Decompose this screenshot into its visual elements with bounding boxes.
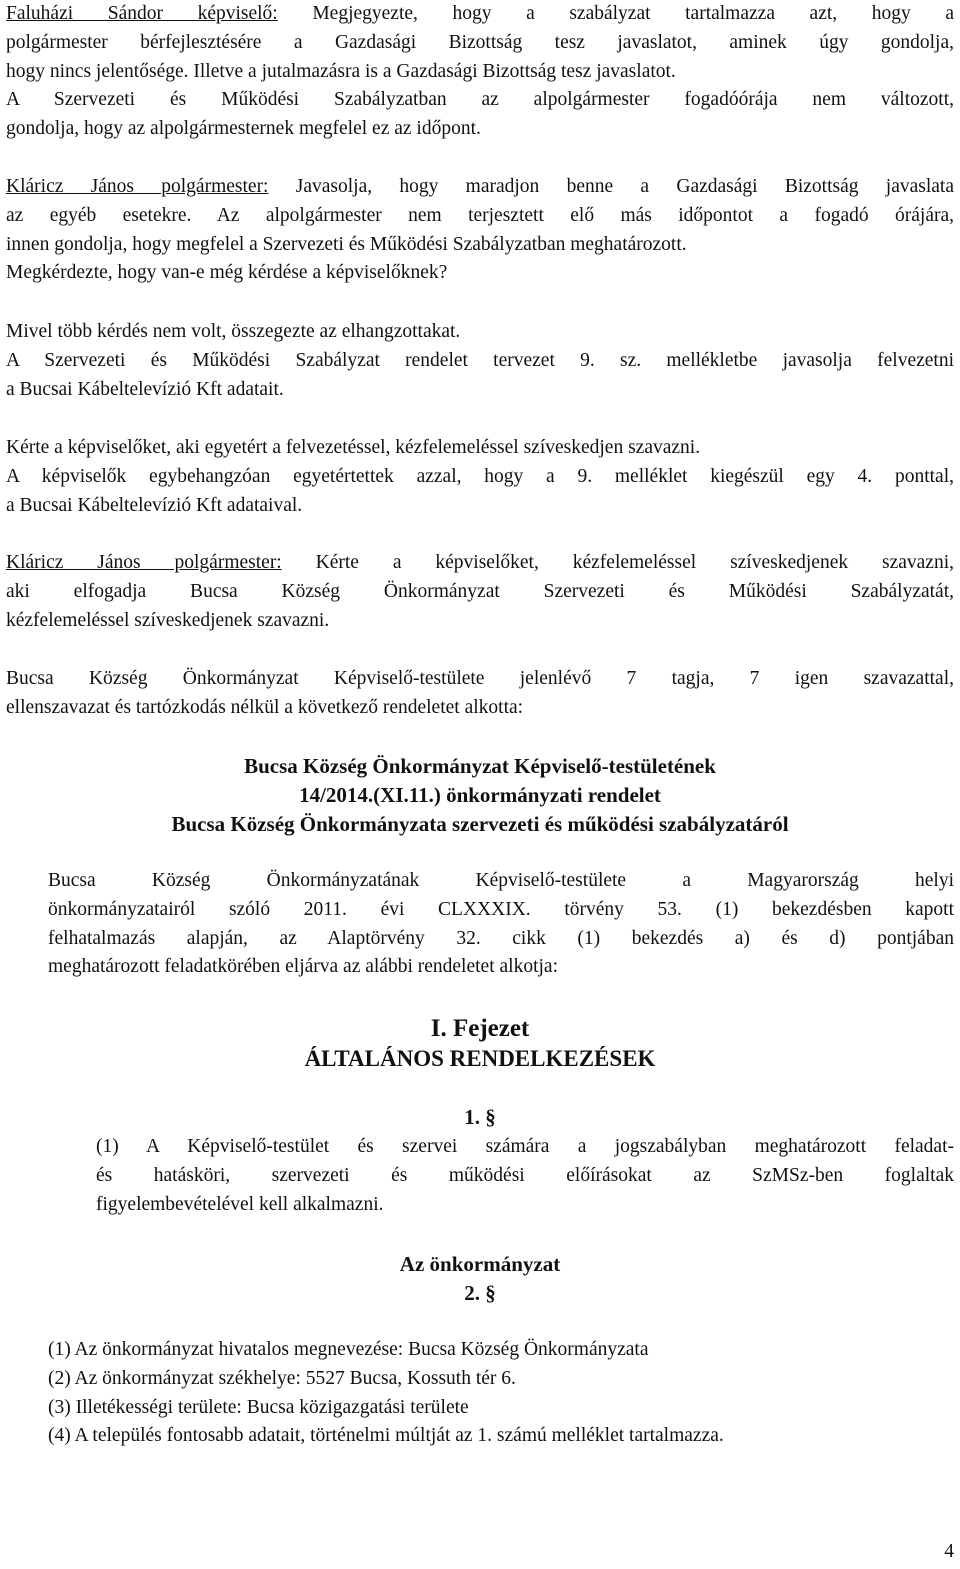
section-1-sign: 1. § <box>464 1105 496 1129</box>
preamble <box>48 867 954 982</box>
regulation-title-line-2: 14/2014.(XI.11.) önkormányzati rendelet <box>299 783 661 807</box>
paragraph-vote-result <box>6 434 954 520</box>
section-2-list <box>48 1336 954 1451</box>
preamble-line: felhatalmazás alapján, az Alaptörvény 32. cikk (1) bekezdés a) és d) pontjában <box>48 927 954 949</box>
paragraph-line: Bucsa Község Önkormányzat Képviselő-testülete jelenlévő 7 tagja, 7 igen szavazattal, <box>6 668 954 689</box>
page-number: 4 <box>944 1541 954 1563</box>
paragraph-line: A Szervezeti és Működési Szabályzatban az alpolgármester fogadóórája nem változott, <box>6 89 954 111</box>
regulation-title-line-1: Bucsa Község Önkormányzat Képviselő-testületének <box>244 754 716 778</box>
regulation-title-line-3: Bucsa Község Önkormányzata szervezeti és működési szabályzatáról <box>171 812 789 836</box>
paragraph-line: az egyéb esetekre. Az alpolgármester nem terjesztett elő más időpontot a fogadó órájára, <box>6 204 954 226</box>
paragraph-text: Kérte a képviselőket, kézfelemeléssel szíveskedjenek szavazni, <box>281 552 954 573</box>
paragraph-text: Javasolja, hogy maradjon benne a Gazdasági Bizottság javaslata <box>268 176 954 197</box>
paragraph-line: ellenszavazat és tartózkodás nélkül a következő rendeletet alkotta: <box>6 696 524 718</box>
section-1-text <box>96 1133 954 1219</box>
paragraph-klaricz-1 <box>6 173 954 288</box>
paragraph-line: a Bucsai Kábeltelevízió Kft adataival. <box>6 494 303 516</box>
paragraph-line: aki elfogadja Bucsa Község Önkormányzat Szervezeti és Működési Szabályzatát, <box>6 580 954 602</box>
speaker-name: Kláricz János polgármester: <box>6 176 269 197</box>
section-line: és hatásköri, szervezeti és működési előírásokat az SzMSz-ben foglaltak <box>96 1164 954 1186</box>
chapter-number: I. Fejezet <box>430 1015 530 1042</box>
paragraph-klaricz-2 <box>6 549 954 635</box>
list-item: (2) Az önkormányzat székhelye: 5527 Bucsa, Kossuth tér 6. <box>48 1367 516 1389</box>
preamble-line: Bucsa Község Önkormányzatának Képviselő-testülete a Magyarország helyi <box>48 870 954 891</box>
list-item: (1) Az önkormányzat hivatalos megnevezése: Bucsa Község Önkormányzata <box>48 1339 649 1360</box>
paragraph-line: Kérte a képviselőket, aki egyetért a felvezetéssel, kézfelemeléssel szíveskedjen szavazni. <box>6 437 701 458</box>
paragraph-faluhazi <box>6 0 954 144</box>
paragraph-line: A képviselők egybehangzóan egyetértettek azzal, hogy a 9. melléklet kiegészül egy 4. ponttal, <box>6 465 954 487</box>
speaker-name: Kláricz János polgármester: <box>6 552 282 573</box>
list-item: (3) Illetékességi területe: Bucsa közigazgatási területe <box>48 1396 469 1418</box>
chapter-title: ÁLTALÁNOS RENDELKEZÉSEK <box>304 1046 656 1071</box>
paragraph-decision <box>6 665 954 723</box>
paragraph-line: innen gondolja, hogy megfelel a Szervezeti és Működési Szabályzatban meghatározott. <box>6 233 687 255</box>
section-line: (1) A Képviselő-testület és szervei számára a jogszabályban meghatározott feladat- <box>96 1136 954 1157</box>
paragraph-line: gondolja, hogy az alpolgármesternek megfelel ez az időpont. <box>6 118 481 140</box>
section-line: figyelembevételével kell alkalmazni. <box>96 1193 384 1215</box>
paragraph-line: Megkérdezte, hogy van-e még kérdése a képviselőknek? <box>6 262 448 284</box>
list-item: (4) A település fontosabb adatait, történelmi múltját az 1. számú melléklet tartalmazza. <box>48 1425 724 1447</box>
paragraph-line: polgármester bérfejlesztésére a Gazdasági Bizottság tesz javaslatot, aminek úgy gondolja, <box>6 31 954 53</box>
section-2-sign: 2. § <box>464 1281 496 1305</box>
paragraph-line: hogy nincs jelentősége. Illetve a jutalmazásra is a Gazdasági Bizottság tesz javaslatot. <box>6 60 676 82</box>
preamble-line: meghatározott feladatkörében eljárva az alábbi rendeletet alkotja: <box>48 956 558 978</box>
paragraph-summary <box>6 318 954 404</box>
speaker-name: Faluházi Sándor képviselő: <box>6 3 278 24</box>
section-2-heading: Az önkormányzat <box>399 1252 561 1276</box>
paragraph-line: Mivel több kérdés nem volt, összegezte az elhangzottakat. <box>6 321 461 342</box>
paragraph-line: a Bucsai Kábeltelevízió Kft adatait. <box>6 378 284 400</box>
paragraph-line: kézfelemeléssel szíveskedjenek szavazni. <box>6 609 330 631</box>
paragraph-text: Megjegyezte, hogy a szabályzat tartalmazza azt, hogy a <box>277 3 954 24</box>
preamble-line: önkormányzatairól szóló 2011. évi CLXXXIX. törvény 53. (1) bekezdésben kapott <box>48 898 954 920</box>
paragraph-line: A Szervezeti és Működési Szabályzat rendelet tervezet 9. sz. mellékletbe javasolja felvezetni <box>6 349 954 371</box>
